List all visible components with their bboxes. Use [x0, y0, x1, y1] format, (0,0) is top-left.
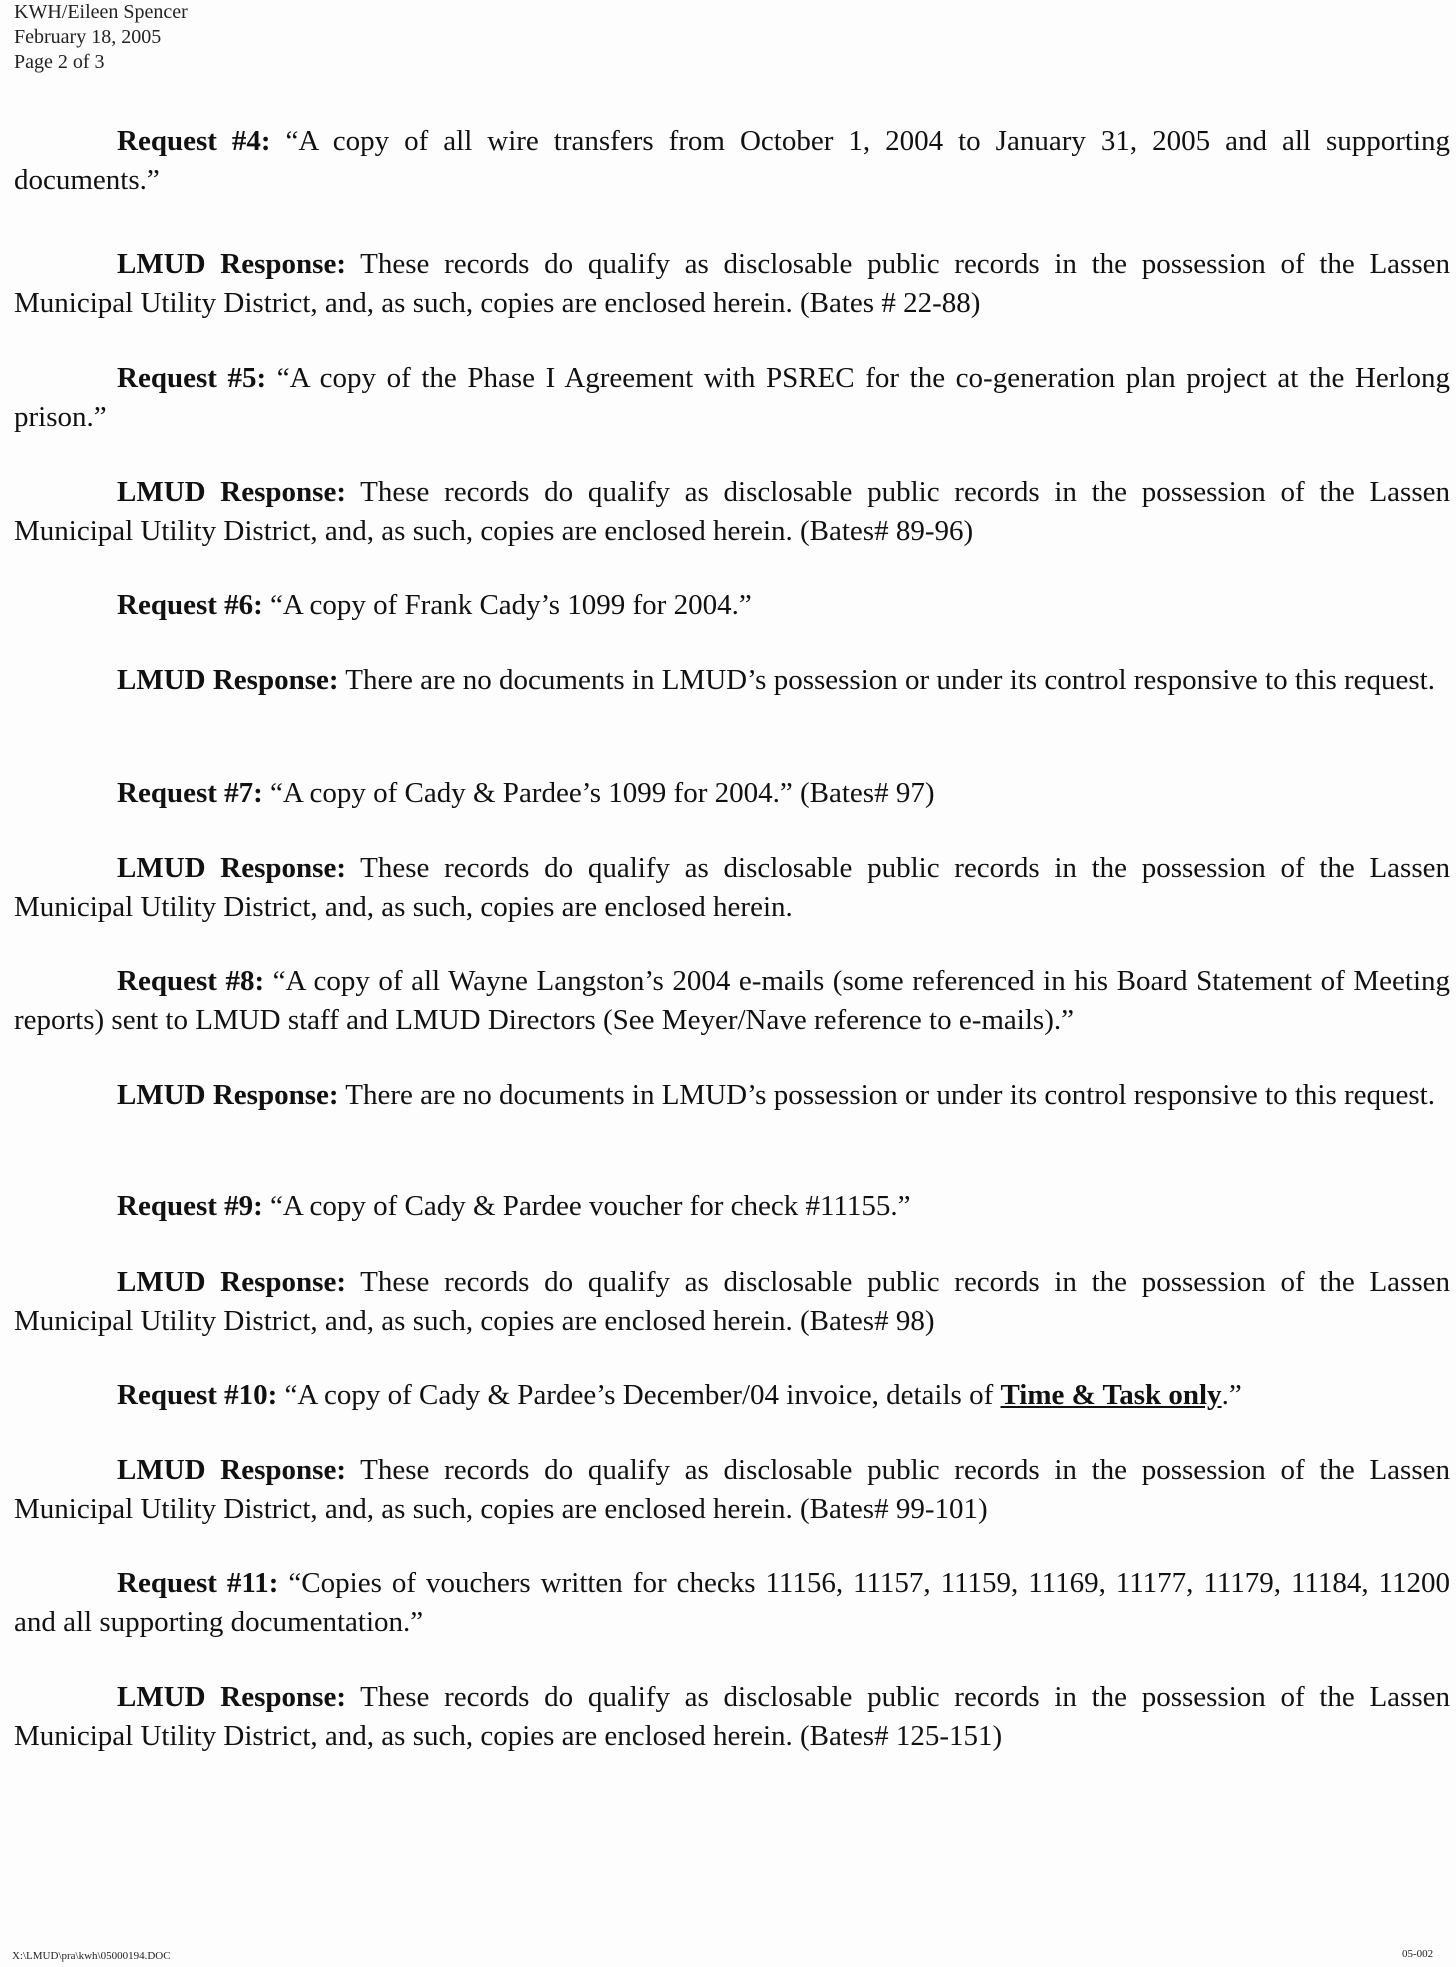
request-9-paragraph — [14, 1187, 1450, 1226]
request-text: “A copy of Frank Cady’s 1099 for 2004.” — [262, 589, 752, 621]
response-text: There are no documents in LMUD’s possession or under its control responsive to this request. — [338, 664, 1435, 696]
response-text: There are no documents in LMUD’s possession or under its control responsive to this request. — [338, 1079, 1435, 1111]
response-11-paragraph — [14, 1678, 1450, 1756]
request-label: Request #6: — [117, 589, 263, 621]
response-10-paragraph — [14, 1451, 1450, 1529]
footer-file-path: X:\LMUD\pra\kwh\05000194.DOC — [12, 1950, 171, 1962]
request-text: “A copy of Cady & Pardee’s December/04 invoice, details of — [277, 1379, 1001, 1411]
response-text: These records do qualify as disclosable public records in the possession of the Lassen Municipal Utility District, and, as such, copies are enclosed herein. — [14, 852, 1450, 923]
response-label: LMUD Response: — [117, 852, 346, 884]
response-label: LMUD Response: — [117, 1454, 346, 1486]
request-underlined-text: Time & Task only — [1000, 1379, 1222, 1411]
footer-page-code: 05-002 — [1402, 1948, 1434, 1960]
response-5-paragraph — [14, 473, 1450, 551]
request-text: “A copy of all wire transfers from October 1, 2004 to January 31, 2005 and all supporting documents.” — [14, 125, 1451, 196]
response-text: These records do qualify as disclosable public records in the possession of the Lassen Municipal Utility District, and, as such, copies are enclosed herein. (Bates # 22-88) — [14, 248, 1450, 319]
response-text: These records do qualify as disclosable public records in the possession of the Lassen Municipal Utility District, and, as such, copies are enclosed herein. (Bates# 99-101) — [14, 1454, 1450, 1525]
response-label: LMUD Response: — [117, 664, 339, 696]
request-6-paragraph — [14, 586, 1450, 625]
header-page-number: Page 2 of 3 — [14, 51, 105, 73]
request-text-end: .” — [1221, 1379, 1242, 1411]
letter-header — [14, 0, 188, 75]
response-text: These records do qualify as disclosable public records in the possession of the Lassen Municipal Utility District, and, as such, copies are enclosed herein. (Bates# 125-151) — [14, 1681, 1450, 1752]
request-5-paragraph — [14, 359, 1450, 437]
request-text: “Copies of vouchers written for checks 11156, 11157, 11159, 11169, 11177, 11179, 11184, 11200 and all supporting documentation.” — [14, 1567, 1450, 1638]
request-text: “A copy of Cady & Pardee voucher for check #11155.” — [262, 1190, 911, 1222]
response-7-paragraph — [14, 849, 1450, 927]
request-7-paragraph — [14, 774, 1450, 813]
response-8-paragraph — [14, 1076, 1450, 1115]
response-label: LMUD Response: — [117, 1079, 339, 1111]
response-label: LMUD Response: — [117, 476, 346, 508]
response-text: These records do qualify as disclosable public records in the possession of the Lassen Municipal Utility District, and, as such, copies are enclosed herein. (Bates# 98) — [14, 1266, 1450, 1337]
header-date: February 18, 2005 — [14, 26, 162, 48]
request-label: Request #7: — [117, 777, 263, 809]
request-4-paragraph — [14, 122, 1450, 200]
request-label: Request #5: — [117, 362, 267, 394]
header-recipient: KWH/Eileen Spencer — [14, 1, 188, 23]
request-label: Request #10: — [117, 1379, 278, 1411]
response-text: These records do qualify as disclosable public records in the possession of the Lassen Municipal Utility District, and, as such, copies are enclosed herein. (Bates# 89-96) — [14, 476, 1450, 547]
request-11-paragraph — [14, 1564, 1450, 1642]
request-label: Request #11: — [117, 1567, 279, 1599]
response-4-paragraph — [14, 245, 1450, 323]
request-text: “A copy of all Wayne Langston’s 2004 e-mails (some referenced in his Board Statement of Meeting reports) sent to LMUD staff and LMUD Directors (See Meyer/Nave reference to e-mails).” — [14, 965, 1450, 1036]
response-label: LMUD Response: — [117, 1681, 346, 1713]
response-label: LMUD Response: — [117, 1266, 346, 1298]
response-9-paragraph — [14, 1263, 1450, 1341]
response-label: LMUD Response: — [117, 248, 346, 280]
response-6-paragraph — [14, 661, 1450, 700]
request-label: Request #9: — [117, 1190, 263, 1222]
request-text: “A copy of the Phase I Agreement with PSREC for the co-generation plan project at the Herlong prison.” — [14, 362, 1450, 433]
request-label: Request #8: — [117, 965, 265, 997]
request-label: Request #4: — [117, 125, 271, 157]
request-text: “A copy of Cady & Pardee’s 1099 for 2004.” (Bates# 97) — [262, 777, 935, 809]
request-8-paragraph — [14, 962, 1450, 1040]
request-10-paragraph — [14, 1376, 1450, 1415]
